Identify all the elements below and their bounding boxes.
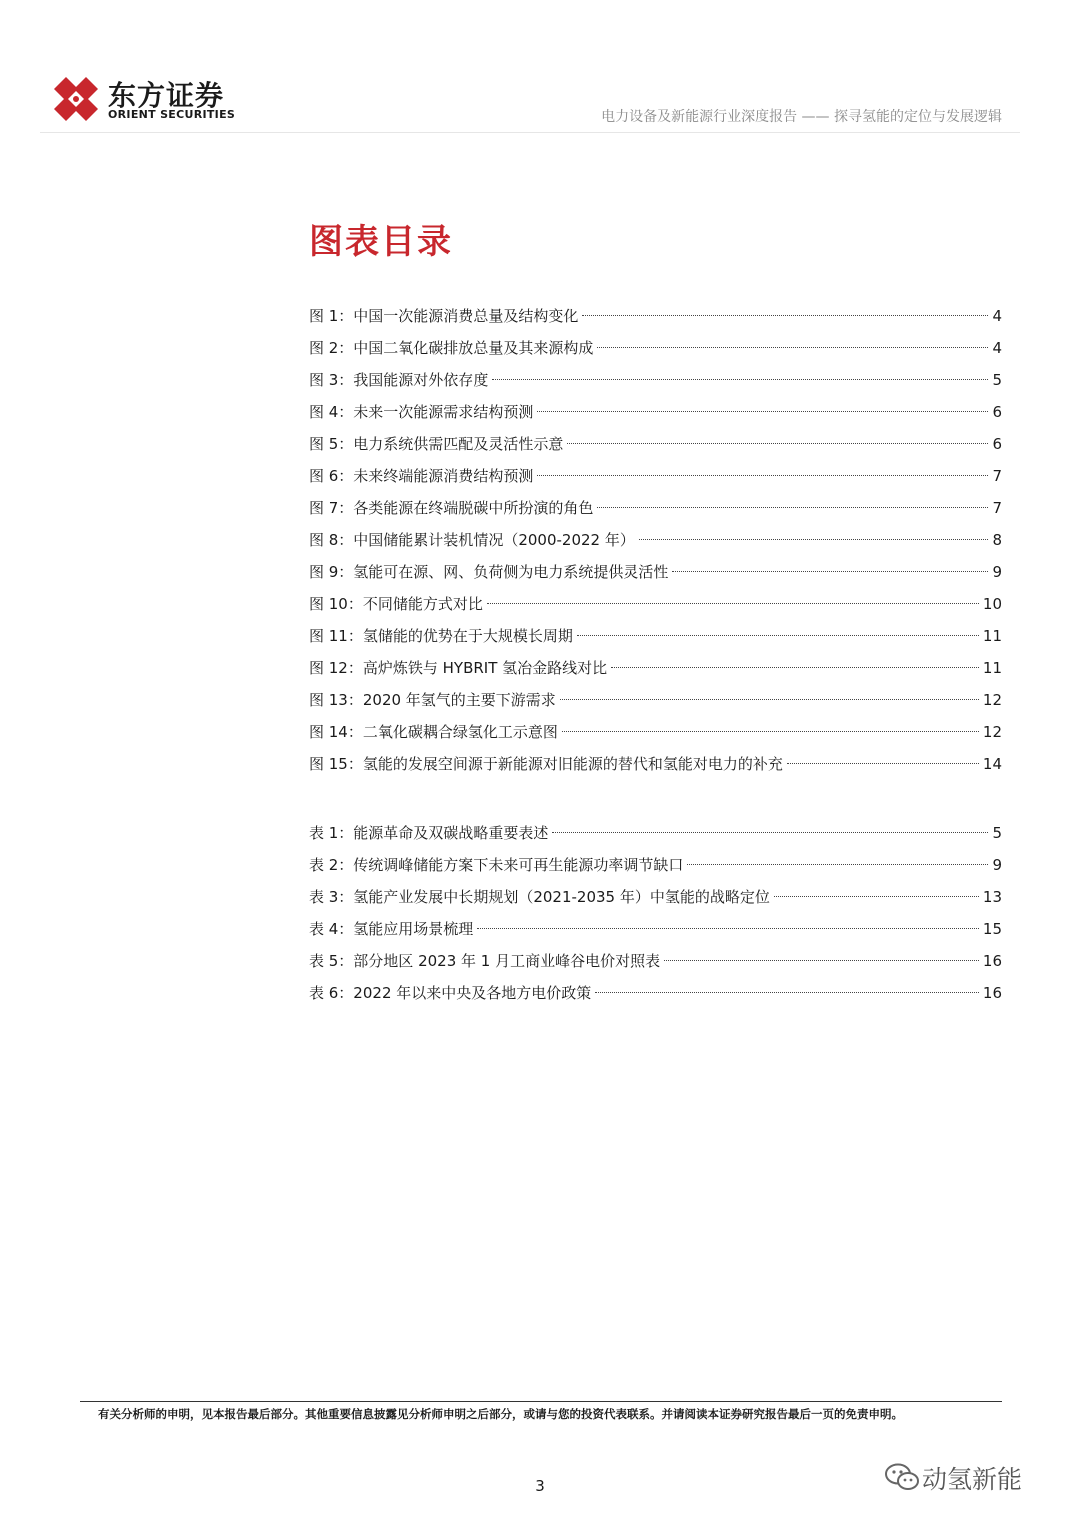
dot-leader — [639, 539, 989, 540]
toc-entry-label: 图 4：未来一次能源需求结构预测 — [309, 403, 534, 421]
toc-title: 图表目录 — [309, 222, 453, 262]
toc-entry-page: 13 — [982, 888, 1002, 906]
toc-entry-label: 表 5：部分地区 2023 年 1 月工商业峰谷电价对照表 — [309, 952, 661, 970]
toc-entry-figure[interactable] — [309, 428, 1002, 460]
footer-disclaimer: 有关分析师的申明，见本报告最后部分。其他重要信息披露见分析师申明之后部分，或请与您的投资代表联系。并请阅读本证券研究报告最后一页的免责申明。 — [98, 1407, 903, 1421]
toc-entry-label: 图 6：未来终端能源消费结构预测 — [309, 467, 534, 485]
dot-leader — [664, 960, 979, 961]
dot-leader — [597, 507, 988, 508]
toc-entry-figure[interactable] — [309, 396, 1002, 428]
toc-entry-label: 表 3：氢能产业发展中长期规划（2021-2035 年）中氢能的战略定位 — [309, 888, 770, 906]
toc-entry-page: 6 — [992, 435, 1002, 453]
toc-entry-page: 8 — [992, 531, 1002, 549]
figure-list — [309, 300, 1002, 780]
dot-leader — [577, 635, 979, 636]
toc-entry-figure[interactable] — [309, 524, 1002, 556]
dot-leader — [537, 411, 988, 412]
toc-entry-label: 图 13：2020 年氢气的主要下游需求 — [309, 691, 556, 709]
toc-entry-figure[interactable] — [309, 652, 1002, 684]
dot-leader — [687, 864, 988, 865]
toc-entry-table[interactable] — [309, 945, 1002, 977]
toc-entry-page: 5 — [992, 824, 1002, 842]
toc-entry-table[interactable] — [309, 881, 1002, 913]
dot-leader — [560, 699, 979, 700]
dot-leader — [787, 763, 979, 764]
toc-entry-page: 16 — [982, 952, 1002, 970]
footer-divider — [80, 1401, 1002, 1402]
toc-entry-label: 图 9：氢能可在源、网、负荷侧为电力系统提供灵活性 — [309, 563, 669, 581]
toc-entry-label: 图 2：中国二氧化碳排放总量及其来源构成 — [309, 339, 594, 357]
toc-entry-label: 表 2：传统调峰储能方案下未来可再生能源功率调节缺口 — [309, 856, 684, 874]
toc-entry-table[interactable] — [309, 817, 1002, 849]
header-divider — [40, 132, 1020, 133]
dot-leader — [552, 832, 988, 833]
logo-chinese-name: 东方证券 — [108, 79, 225, 112]
toc-entry-label: 图 1：中国一次能源消费总量及结构变化 — [309, 307, 579, 325]
toc-entry-label: 图 14：二氧化碳耦合绿氢化工示意图 — [309, 723, 558, 741]
page-number: 3 — [535, 1477, 545, 1495]
logo-english-name: ORIENT SECURITIES — [108, 108, 236, 121]
dot-leader — [492, 379, 988, 380]
toc-entry-label: 图 12：高炉炼铁与 HYBRIT 氢冶金路线对比 — [309, 659, 608, 677]
table-list — [309, 817, 1002, 1009]
toc-entry-figure[interactable] — [309, 300, 1002, 332]
toc-entry-table[interactable] — [309, 913, 1002, 945]
toc-entry-page: 4 — [992, 339, 1002, 357]
toc-entry-page: 7 — [992, 467, 1002, 485]
toc-entry-label: 图 8：中国储能累计装机情况（2000-2022 年） — [309, 531, 635, 549]
toc-entry-label: 图 10：不同储能方式对比 — [309, 595, 483, 613]
dot-leader — [595, 992, 979, 993]
toc-entry-label: 图 5：电力系统供需匹配及灵活性示意 — [309, 435, 564, 453]
toc-entry-page: 4 — [992, 307, 1002, 325]
toc-entry-figure[interactable] — [309, 620, 1002, 652]
toc-entry-figure[interactable] — [309, 748, 1002, 780]
toc-entry-label: 图 7：各类能源在终端脱碳中所扮演的角色 — [309, 499, 594, 517]
toc-entry-table[interactable] — [309, 977, 1002, 1009]
toc-entry-page: 9 — [992, 856, 1002, 874]
toc-entry-figure[interactable] — [309, 716, 1002, 748]
watermark-text: 动氢新能 — [922, 1465, 1023, 1494]
toc-entry-label: 表 6：2022 年以来中央及各地方电价政策 — [309, 984, 592, 1002]
dot-leader — [562, 731, 979, 732]
toc-entry-page: 9 — [992, 563, 1002, 581]
toc-entry-figure[interactable] — [309, 460, 1002, 492]
toc-entry-page: 16 — [982, 984, 1002, 1002]
toc-entry-label: 图 15：氢能的发展空间源于新能源对旧能源的替代和氢能对电力的补充 — [309, 755, 783, 773]
toc-entry-page: 6 — [992, 403, 1002, 421]
toc-entry-table[interactable] — [309, 849, 1002, 881]
dot-leader — [611, 667, 979, 668]
dot-leader — [582, 315, 988, 316]
dot-leader — [487, 603, 979, 604]
dot-leader — [537, 475, 988, 476]
toc-entry-label: 图 3：我国能源对外依存度 — [309, 371, 489, 389]
dot-leader — [774, 896, 979, 897]
report-title: 电力设备及新能源行业深度报告 —— 探寻氢能的定位与发展逻辑 — [601, 109, 1002, 125]
toc-entry-figure[interactable] — [309, 364, 1002, 396]
toc-entry-figure[interactable] — [309, 332, 1002, 364]
toc-entry-page: 12 — [982, 691, 1002, 709]
toc-entry-figure[interactable] — [309, 556, 1002, 588]
toc-entry-page: 7 — [992, 499, 1002, 517]
dot-leader — [597, 347, 988, 348]
toc-entry-page: 5 — [992, 371, 1002, 389]
toc-entry-page: 11 — [982, 659, 1002, 677]
toc-entry-figure[interactable] — [309, 588, 1002, 620]
toc-entry-page: 12 — [982, 723, 1002, 741]
company-logo — [52, 75, 242, 125]
toc-entry-page: 11 — [982, 627, 1002, 645]
toc-entry-label: 图 11：氢储能的优势在于大规模长周期 — [309, 627, 573, 645]
toc-entry-page: 14 — [982, 755, 1002, 773]
orient-logo-icon — [52, 75, 100, 123]
wechat-watermark — [884, 1460, 1044, 1496]
toc-entry-label: 表 1：能源革命及双碳战略重要表述 — [309, 824, 549, 842]
dot-leader — [672, 571, 988, 572]
wechat-icon — [884, 1462, 920, 1492]
dot-leader — [567, 443, 988, 444]
toc-entry-page: 10 — [982, 595, 1002, 613]
toc-entry-figure[interactable] — [309, 684, 1002, 716]
toc-entry-page: 15 — [982, 920, 1002, 938]
toc-entry-label: 表 4：氢能应用场景梳理 — [309, 920, 474, 938]
toc-entry-figure[interactable] — [309, 492, 1002, 524]
dot-leader — [477, 928, 979, 929]
